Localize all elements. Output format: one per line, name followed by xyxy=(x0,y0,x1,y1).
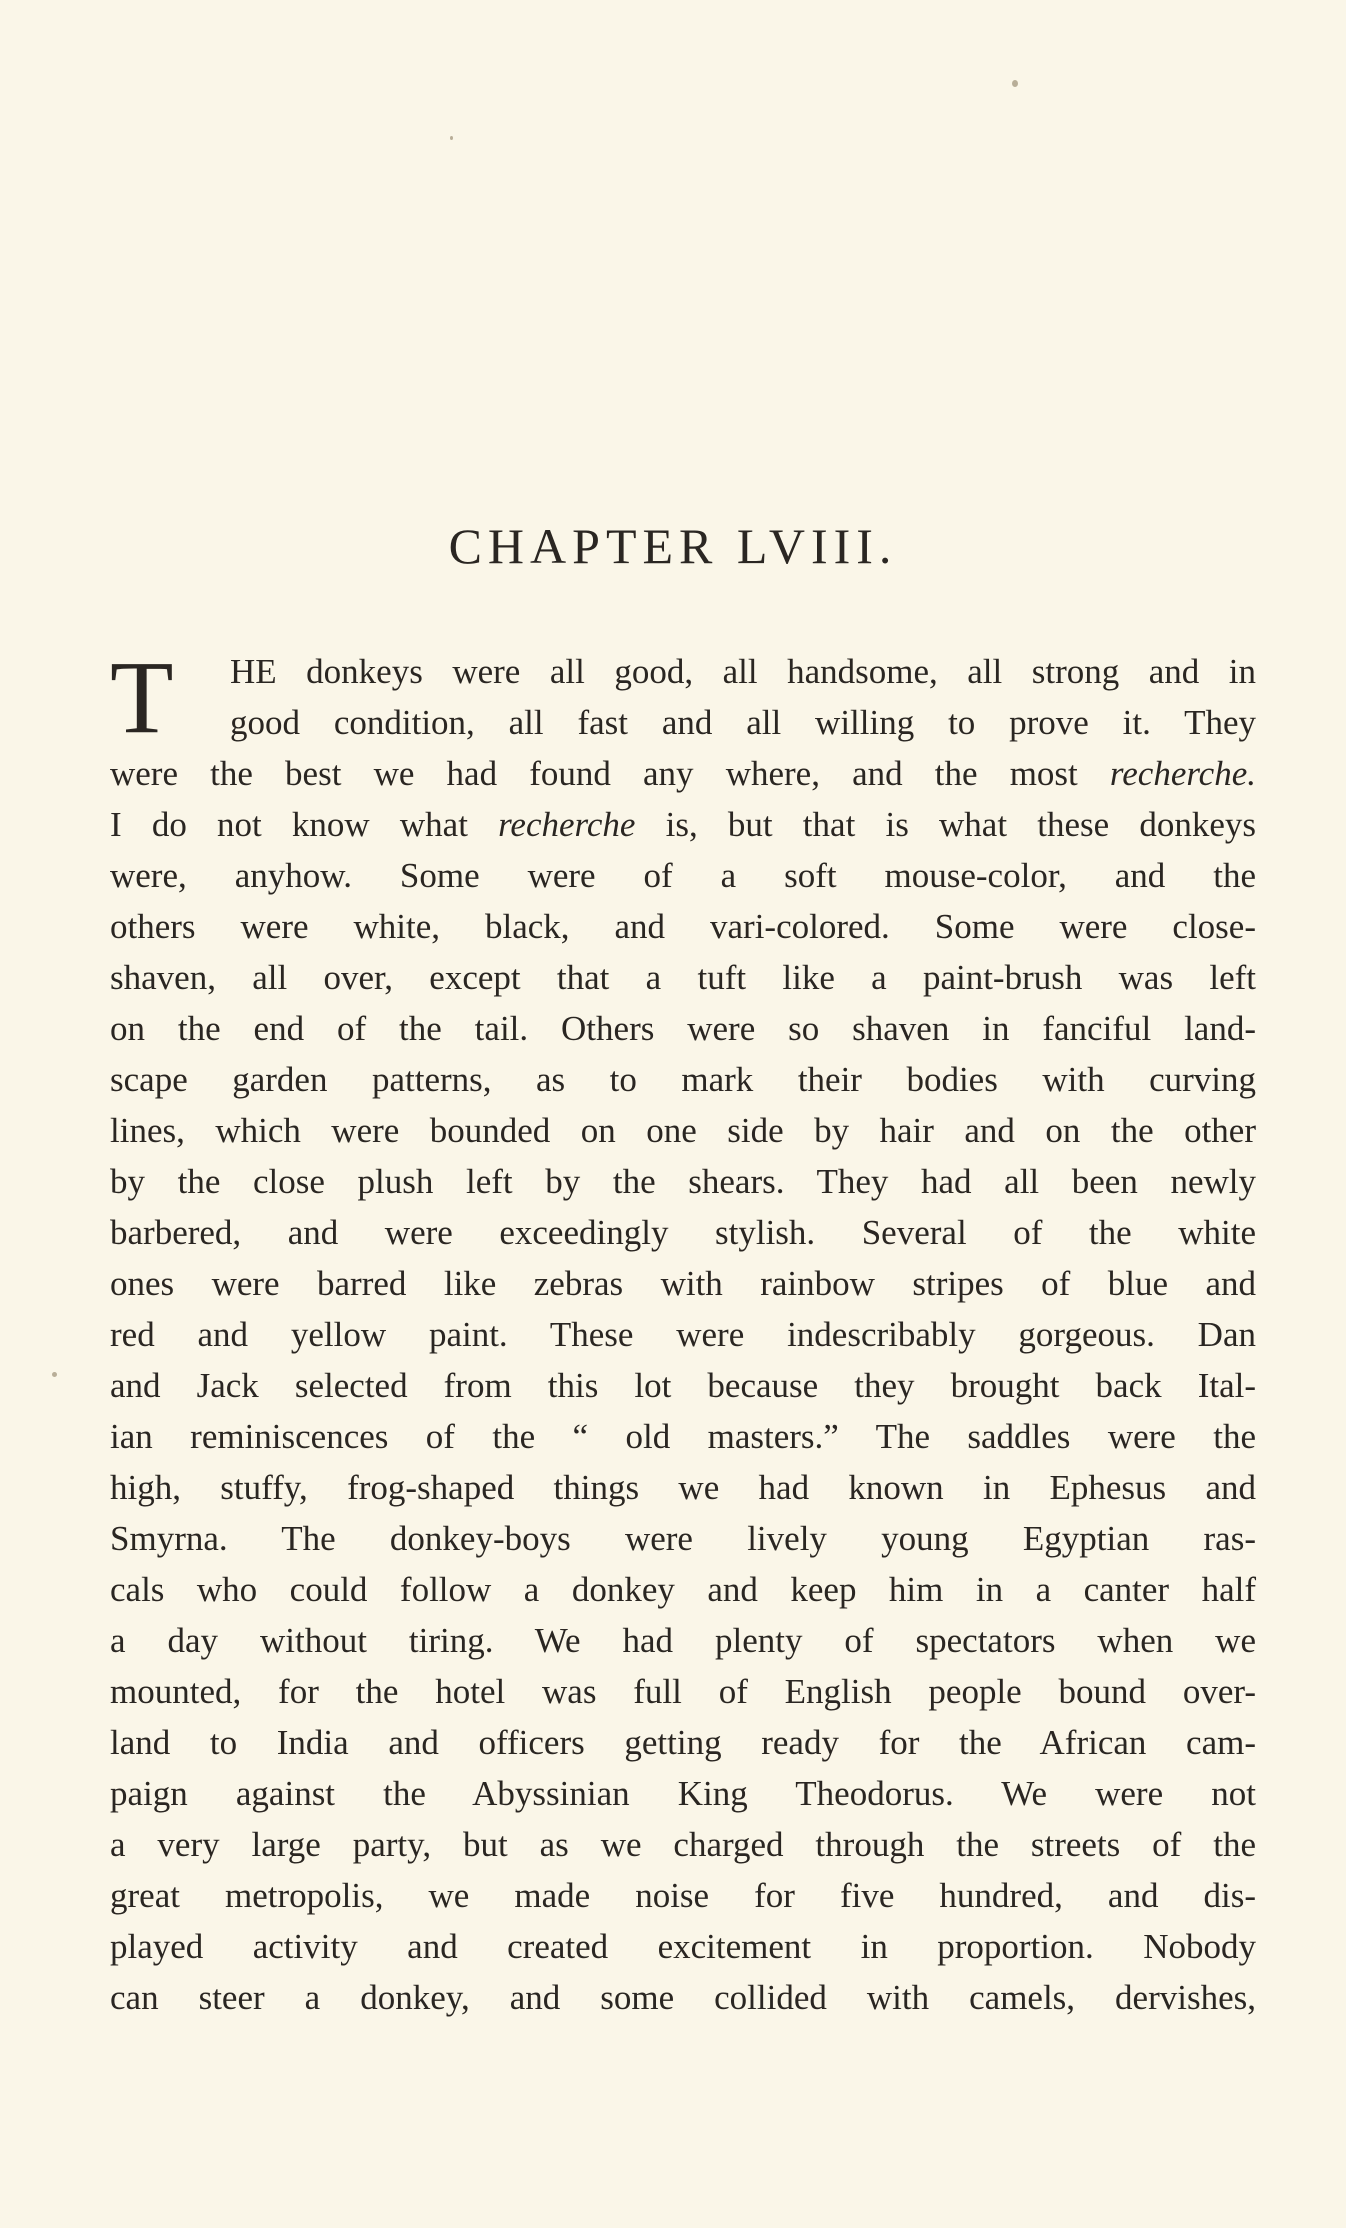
text-line: a day without tiring. We had plenty of spectators when we xyxy=(110,1621,1256,1660)
text-line: a very large party, but as we charged through the streets of the xyxy=(110,1825,1256,1864)
page-speck xyxy=(1012,80,1018,87)
text-line: and Jack selected from this lot because they brought back Ital- xyxy=(110,1366,1256,1405)
text-line: were, anyhow. Some were of a soft mouse-color, and the xyxy=(110,856,1256,895)
text-line: ian reminiscences of the “ old masters.” The saddles were the xyxy=(110,1417,1256,1456)
text-line: on the end of the tail. Others were so shaven in fanciful land- xyxy=(110,1009,1256,1048)
text-line: by the close plush left by the shears. They had all been newly xyxy=(110,1162,1256,1201)
text-line: cals who could follow a donkey and keep him in a canter half xyxy=(110,1570,1256,1609)
text-line-content: HE donkeys were all good, all handsome, all strong and in xyxy=(230,652,1256,691)
italic-word: recherche xyxy=(498,805,636,844)
text-line xyxy=(110,799,1256,850)
chapter-paragraph xyxy=(110,640,1256,2023)
text-line: land to India and officers getting ready for the African cam- xyxy=(110,1723,1256,1762)
text-line-content: I do not know what xyxy=(110,805,499,844)
text-line: Smyrna. The donkey-boys were lively young Egyptian ras- xyxy=(110,1519,1256,1558)
text-line: ones were barred like zebras with rainbow stripes of blue and xyxy=(110,1264,1256,1303)
text-line: scape garden patterns, as to mark their bodies with curving xyxy=(110,1060,1256,1099)
text-line-content: is, but that is what these donkeys xyxy=(635,805,1256,844)
text-line: shaven, all over, except that a tuft like a paint-brush was left xyxy=(110,958,1256,997)
text-line: can steer a donkey, and some collided with camels, dervishes, xyxy=(110,1978,1256,2017)
text-line xyxy=(110,748,1256,799)
text-line-content: were the best we had found any where, and the most xyxy=(110,754,1110,793)
text-line: lines, which were bounded on one side by hair and on the other xyxy=(110,1111,1256,1150)
text-line: great metropolis, we made noise for five hundred, and dis- xyxy=(110,1876,1256,1915)
text-line: red and yellow paint. These were indescribably gorgeous. Dan xyxy=(110,1315,1256,1354)
page-speck xyxy=(450,136,453,140)
text-line: paign against the Abyssinian King Theodorus. We were not xyxy=(110,1774,1256,1813)
text-line: high, stuffy, frog-shaped things we had known in Ephesus and xyxy=(110,1468,1256,1507)
chapter-title: CHAPTER LVIII. xyxy=(448,518,898,574)
text-line: good condition, all fast and all willing to prove it. They xyxy=(230,703,1256,742)
drop-cap: T xyxy=(110,640,174,755)
text-line: others were white, black, and vari-colored. Some were close- xyxy=(110,907,1256,946)
italic-word: recherche. xyxy=(1109,754,1256,793)
text-line: mounted, for the hotel was full of English people bound over- xyxy=(110,1672,1256,1711)
text-line: barbered, and were exceedingly stylish. Several of the white xyxy=(110,1213,1256,1252)
text-line: played activity and created excitement in proportion. Nobody xyxy=(110,1927,1256,1966)
page-speck xyxy=(52,1372,57,1377)
